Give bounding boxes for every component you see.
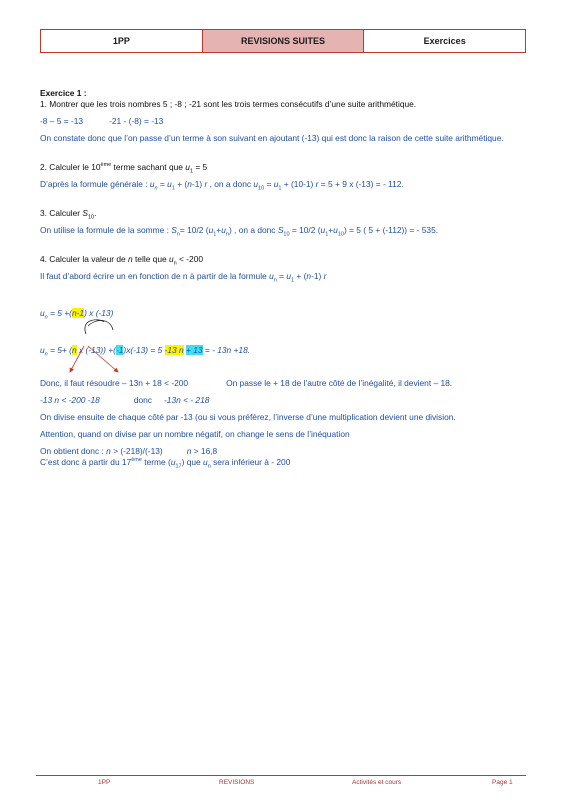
calc-left: -8 – 5 = -13: [40, 116, 84, 126]
footer-rule: [36, 775, 526, 776]
footer-section: Activités et cours: [352, 779, 402, 786]
line-resolve: Donc, il faut résoudre – 13n + 18 < -200 On passe le + 18 de l’autre côté de l’inégalité, il devient – 18.: [40, 378, 453, 388]
question-4: 4. Calculer la valeur de n telle que $u_n < -200$: [40, 254, 204, 267]
footer-page: Page 1: [492, 779, 513, 786]
answer-1-calc: [40, 116, 526, 127]
question-1: 1. Montrer que les trois nombres 5 ; -8 ; -21 sont les trois termes consécutifs d’une suite arithmétique.: [40, 99, 417, 109]
answer-3: On utilise la formule de la somme : $S_n= 10/2$ $(u_1+u_n)$ , on a donc $S_{10} = 10/2$ $(u_1+u_{10}) = 5$ ( 5 + (-112)) = - 535.: [40, 225, 439, 238]
answer-2: D’après la formule générale : $u_n = u_1 + (n-1)$ r , on a donc $u_{10} = u_1 + (10-1) r = 5 + 9$ x (-13) = - 112.: [40, 179, 404, 192]
exercise-body: [40, 88, 526, 468]
equation-2: $u_n = 5+ (n$ x (-13)) +(-1)x(-13) = 5 -13 n + 13 = - 13n +18.: [40, 345, 251, 358]
question-3: 3. Calculer $S_{10}$.: [40, 208, 97, 221]
line-divide: On divise ensuite de chaque côté par -13 (ou si vous préférez, l’inverse d’une multiplication devient une division.: [40, 412, 456, 422]
answer-4-intro: Il faut d’abord écrire un en fonction de n à partir de la formule $u_n = u_1 + (n-1)$ r: [40, 271, 327, 284]
line-conclusion: C’est donc à partir du 17ème terme $(u_{17})$ que $u_n$ sera inférieur à - 200: [40, 457, 291, 470]
header-title: REVISIONS SUITES: [203, 30, 365, 52]
footer-title: REVISIONS: [219, 779, 255, 786]
header-type: Exercices: [423, 36, 466, 46]
calc-right: -21 - (-8) = -13: [109, 116, 164, 126]
line-attention: Attention, quand on divise par un nombre négatif, on change le sens de l’inéquation: [40, 429, 350, 439]
equation-1: $u_n = 5 +(n-1)$ x (-13): [40, 308, 114, 321]
footer-level: 1PP: [98, 779, 111, 786]
answer-1-text: On constate donc que l’on passe d’un terme à son suivant en ajoutant (-13) qui est donc la raison de cette suite arithmétique.: [40, 133, 504, 143]
header-table: [40, 29, 526, 53]
exercise-title: Exercice 1 :: [40, 88, 87, 98]
question-2: 2. Calculer le 10ème terme sachant que $u_1 = 5$: [40, 162, 208, 175]
line-inequality: -13 n < -200 -18 donc -13n < - 218: [40, 395, 210, 405]
highlight-n-minus-1: n-1: [71, 308, 85, 318]
line-result: On obtient donc : n > (-218)/(-13) n > 16,8: [40, 446, 218, 456]
header-level: 1PP: [41, 30, 203, 52]
